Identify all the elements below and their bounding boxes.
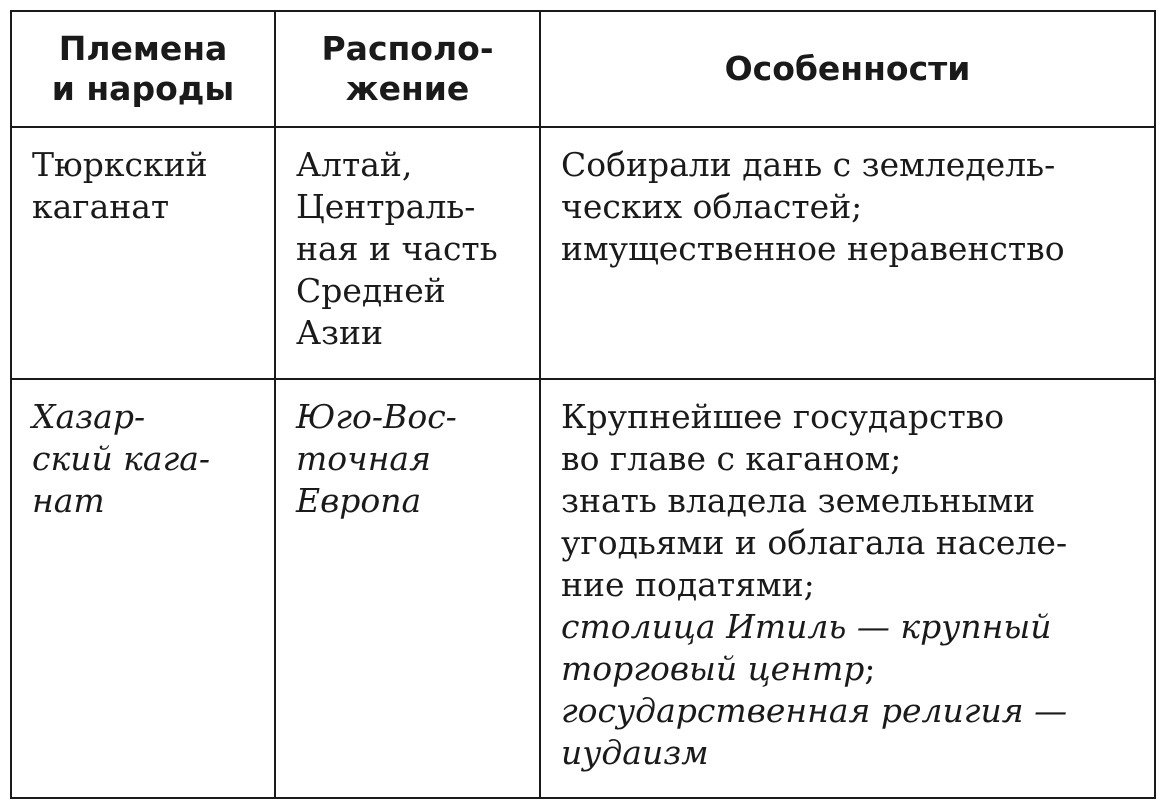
row2-features-line — [561, 648, 1144, 690]
header-tribes — [12, 12, 276, 128]
row1-location — [276, 128, 541, 380]
header-features — [541, 12, 1154, 128]
row2-features-line: знать владела земельными — [561, 481, 1036, 520]
row2-features-line: Крупнейшее государство — [561, 397, 1005, 436]
row2-tribe-line: Хазар- — [32, 397, 146, 436]
header-tribes-line: Племена — [58, 29, 228, 68]
row1-tribe-line: каганат — [32, 187, 170, 226]
row2-tribe-line: нат — [32, 481, 105, 520]
row2-location-line: точная — [296, 439, 431, 478]
header-location-line: Располо- — [321, 29, 494, 68]
row2-features-italic-text: торговый центр — [561, 649, 865, 688]
row2-features-line: государственная религия — — [561, 691, 1068, 730]
row2-features-punct: ; — [864, 649, 876, 688]
row2-features-line: во главе с каганом; — [561, 439, 902, 478]
row1-features-line: имущественное неравенство — [561, 229, 1065, 268]
row2-tribe — [12, 380, 276, 797]
row2-features — [541, 380, 1154, 797]
row1-features-line: Собирали дань с земледель- — [561, 145, 1056, 184]
row1-features — [541, 128, 1154, 380]
header-location-line: жение — [345, 69, 470, 108]
row1-location-line: ная и часть — [296, 229, 498, 268]
header-features-line: Особенности — [724, 49, 971, 88]
row2-location-line: Юго-Вос- — [296, 397, 457, 436]
row1-location-line: Алтай, — [296, 145, 413, 184]
header-tribes-line: и народы — [51, 69, 235, 108]
row1-location-line: Централь- — [296, 187, 476, 226]
tribes-table — [10, 10, 1156, 799]
row1-location-line: Азии — [296, 313, 383, 352]
row2-features-line: ние податями; — [561, 565, 815, 604]
row1-location-line: Средней — [296, 271, 446, 310]
row2-features-line: столица Итиль — крупный — [561, 607, 1052, 646]
row2-tribe-line: ский кага- — [32, 439, 211, 478]
row2-features-line: иудаизм — [561, 733, 709, 772]
row1-tribe-line: Тюркский — [32, 145, 208, 184]
row1-tribe — [12, 128, 276, 380]
row1-features-line: ческих областей; — [561, 187, 863, 226]
row2-location — [276, 380, 541, 797]
row2-features-line: угодьями и облагала населе- — [561, 523, 1068, 562]
row2-location-line: Европа — [296, 481, 422, 520]
header-location — [276, 12, 541, 128]
